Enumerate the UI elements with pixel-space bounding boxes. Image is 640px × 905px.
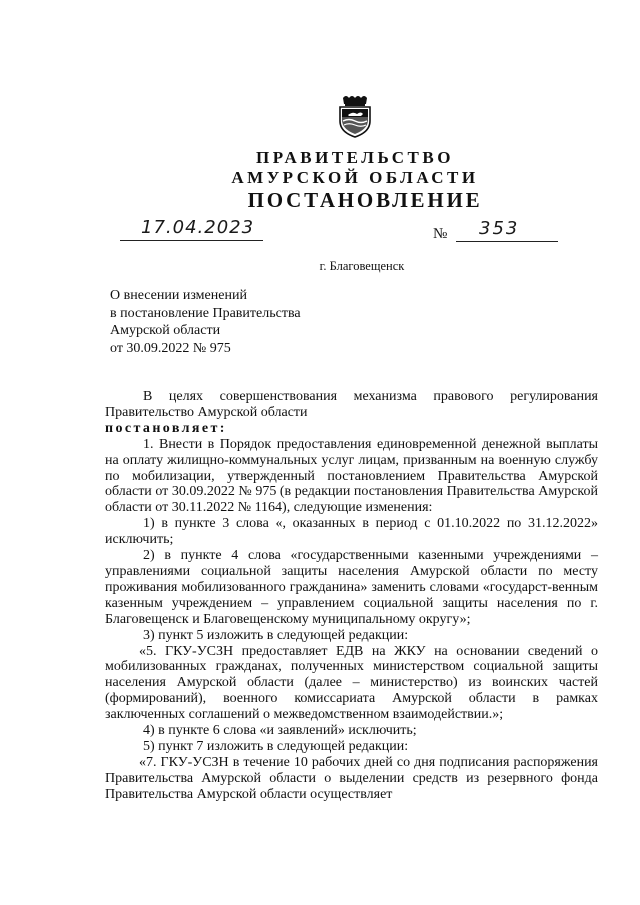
body-paragraph: 2) в пункте 4 слова «государственными казенными учреждениями – управлениями социальной защиты населения Амурской области по месту проживания мобилизованного гражданина» заменить словами «государст-венным казенным учреждением – управлением социальной защиты населения по г. Благовещенск и Благовещенскому муниципальному округу»; [105,548,598,627]
document-type-title: ПОСТАНОВЛЕНИЕ [247,188,483,212]
body-paragraph: «7. ГКУ-УСЗН в течение 10 рабочих дней со дня подписания распоряжения Правительства Амурской области о выделении средств из резервного фонда Правительства Амурской области осуществляет [105,754,598,802]
government-name-line2: АМУРСКОЙ ОБЛАСТИ [231,168,479,187]
government-name-line1: ПРАВИТЕЛЬСТВО [256,148,454,167]
handwritten-date: 17.04.2023 [141,217,255,238]
body-paragraph: 4) в пункте 6 слова «и заявлений» исключить; [143,723,417,739]
subject-line: О внесении изменений [110,288,247,303]
subject-line: в постановление Правительства [110,305,301,321]
decree-word-text: постановляет: [105,420,227,436]
body-paragraph: 1. Внести в Порядок предоставления единовременной денежной выплаты на оплату жилищно-коммунальных услуг лицам, призванным на военную службу по мобилизации, утвержденный постановлением Правительства Амурской области от 30.09.2022 № 975 (в редакции постановления Правительства Амурской области от 30.11.2022 № 1164), следующие изменения: [105,436,598,516]
date-underline [120,240,263,241]
subject-line: от 30.09.2022 № 975 [110,340,231,356]
document-subject [110,287,410,357]
preamble-paragraph: В целях совершенствования механизма правового регулирования Правительство Амурской области [105,389,598,420]
decree-word [105,421,598,437]
document-body [105,389,598,803]
amur-region-coat-of-arms-icon [337,94,373,138]
body-paragraph: 3) пункт 5 изложить в следующей редакции: [143,627,409,643]
number-underline [456,241,558,242]
body-paragraph: 1) в пункте 3 слова «, оказанных в период с 01.10.2022 по 31.12.2022» исключить; [105,516,598,548]
body-paragraph: «5. ГКУ-УСЗН предоставляет ЕДВ на ЖКУ на основании сведений о мобилизованных гражданах, полученных министерством социальной защиты населения Амурской области (далее – министерство) из воинских частей (формирований), военного комиссариата Амурской области в рамках заключенных соглашений о межведомственном взаимодействии.»; [105,643,598,723]
handwritten-number: 353 [479,218,520,239]
number-sign: № [433,226,448,242]
body-paragraph: 5) пункт 7 изложить в следующей редакции: [143,738,409,754]
city-name: г. Благовещенск [319,259,405,273]
subject-line: Амурской области [110,323,221,338]
